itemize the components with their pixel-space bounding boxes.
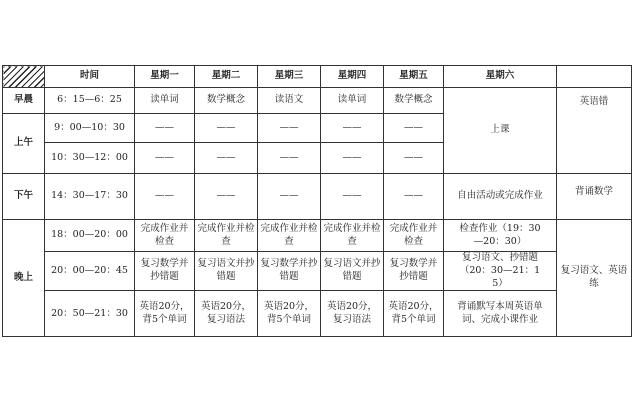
header-wednesday: 星期三 <box>258 66 321 88</box>
period-early: 早晨 <box>3 88 45 114</box>
period-morning: 上午 <box>3 114 45 174</box>
dash-cell: —— <box>195 174 258 220</box>
saturday-morning-cell: 上课 <box>444 88 557 174</box>
afternoon-row <box>3 174 632 220</box>
early-row <box>3 88 632 114</box>
time-cell: 6：15—6：25 <box>45 88 135 114</box>
dash-cell: —— <box>384 174 444 220</box>
activity-cell: 英语20分，背5个单词 <box>384 291 444 337</box>
dash-cell: —— <box>135 143 195 174</box>
activity-cell: 读单词 <box>135 88 195 114</box>
period-evening: 晚上 <box>3 220 45 337</box>
time-cell: 10：30—12：00 <box>45 143 135 174</box>
time-cell: 20：00—20：45 <box>45 252 135 291</box>
header-friday: 星期五 <box>384 66 444 88</box>
activity-cell: 完成作业并检查 <box>258 220 321 252</box>
dash-cell: —— <box>195 114 258 143</box>
activity-cell: 完成作业并检查 <box>135 220 195 252</box>
time-cell: 18：00—20：00 <box>45 220 135 252</box>
sunday-morning-clipped: 英语错 <box>557 88 632 174</box>
header-thursday: 星期四 <box>321 66 384 88</box>
activity-cell: 完成作业并检查 <box>195 220 258 252</box>
dash-cell: —— <box>258 174 321 220</box>
evening-row-1 <box>3 220 632 252</box>
activity-cell: 数学概念 <box>384 88 444 114</box>
header-row <box>3 66 632 88</box>
time-cell: 9：00—10：30 <box>45 114 135 143</box>
activity-cell: 英语20分，背5个单词 <box>258 291 321 337</box>
period-afternoon: 下午 <box>3 174 45 220</box>
weekly-schedule-table <box>2 65 632 337</box>
sunday-afternoon-clipped: 背诵数学 <box>557 174 632 220</box>
dash-cell: —— <box>321 143 384 174</box>
dash-cell: —— <box>195 143 258 174</box>
evening-row-3 <box>3 291 632 337</box>
activity-cell: 英语20分，复习语法 <box>321 291 384 337</box>
header-tuesday: 星期二 <box>195 66 258 88</box>
dash-cell: —— <box>135 174 195 220</box>
header-monday: 星期一 <box>135 66 195 88</box>
activity-cell: 复习数学并抄错题 <box>258 252 321 291</box>
dash-cell: —— <box>135 114 195 143</box>
dash-cell: —— <box>258 114 321 143</box>
dash-cell: —— <box>321 114 384 143</box>
activity-cell: 英语20分，背5个单词 <box>135 291 195 337</box>
activity-cell: 完成作业并检查 <box>384 220 444 252</box>
saturday-evening-3: 背诵默写本周英语单词、完成小课作业 <box>444 291 557 337</box>
activity-cell: 读语文 <box>258 88 321 114</box>
dash-cell: —— <box>384 114 444 143</box>
activity-cell: 复习数学并抄错题 <box>384 252 444 291</box>
diagonal-corner-cell <box>3 66 45 88</box>
activity-cell: 英语20分，复习语法 <box>195 291 258 337</box>
dash-cell: —— <box>321 174 384 220</box>
saturday-evening-2: 复习语文、抄错题（20：30—21：15） <box>444 252 557 291</box>
sunday-evening-clipped: 复习语文、英语练 <box>557 220 632 337</box>
activity-cell: 读单词 <box>321 88 384 114</box>
header-sunday-clipped <box>557 66 632 88</box>
activity-cell: 复习语文并抄错题 <box>321 252 384 291</box>
activity-cell: 复习语文并抄错题 <box>195 252 258 291</box>
dash-cell: —— <box>258 143 321 174</box>
time-cell: 14：30—17：30 <box>45 174 135 220</box>
evening-row-2 <box>3 252 632 291</box>
saturday-evening-1: 检查作业（19：30—20：30） <box>444 220 557 252</box>
activity-cell: 复习数学并抄错题 <box>135 252 195 291</box>
dash-cell: —— <box>384 143 444 174</box>
activity-cell: 数学概念 <box>195 88 258 114</box>
time-cell: 20：50—21：30 <box>45 291 135 337</box>
activity-cell: 完成作业并检查 <box>321 220 384 252</box>
header-time: 时间 <box>45 66 135 88</box>
saturday-afternoon-cell: 自由活动或完成作业 <box>444 174 557 220</box>
header-saturday: 星期六 <box>444 66 557 88</box>
